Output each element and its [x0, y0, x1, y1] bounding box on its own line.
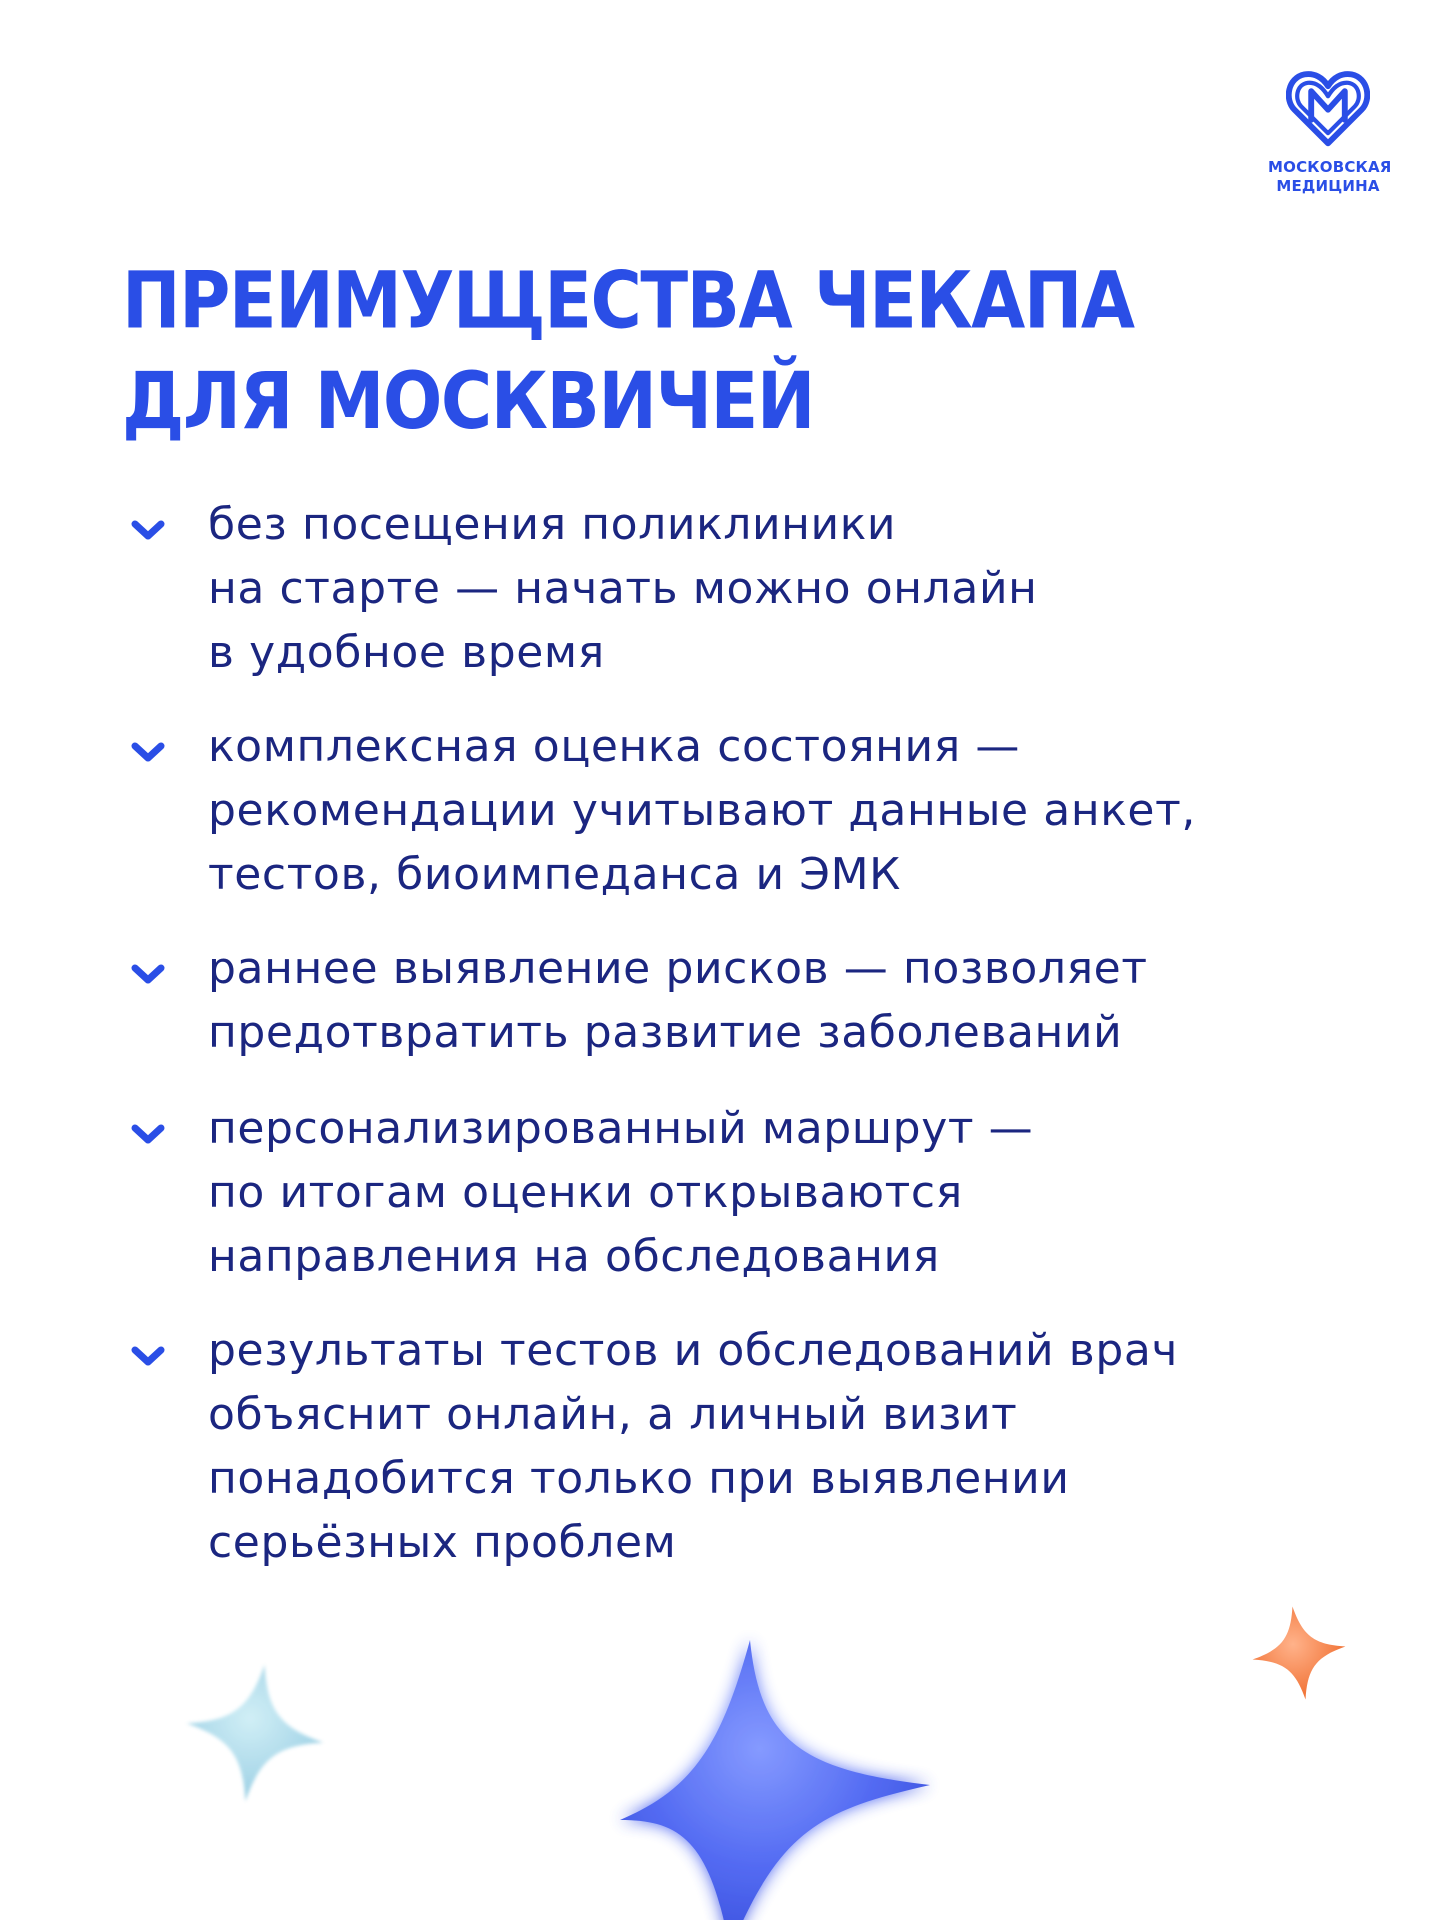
chevron-down-icon: [130, 962, 166, 986]
benefit-line: по итогам оценки открываются: [208, 1167, 963, 1218]
chevron-down-icon: [130, 740, 166, 764]
chevron-down-icon: [130, 1344, 166, 1368]
chevron-down-icon: [130, 1122, 166, 1146]
chevron-down-icon: [130, 518, 166, 542]
benefit-line: без посещения поликлиники: [208, 499, 897, 550]
benefit-line: комплексная оценка состояния —: [208, 721, 1020, 772]
benefit-line: персонализированный маршрут —: [208, 1103, 1034, 1154]
benefit-line: в удобное время: [208, 627, 605, 678]
benefit-line: тестов, биоимпеданса и ЭМК: [208, 849, 902, 900]
page-title: [122, 250, 1222, 452]
moscow-medicine-logo: [1268, 66, 1392, 216]
sparkle-star-blue: [600, 1620, 980, 1920]
benefit-line: результаты тестов и обследований врач: [208, 1325, 1179, 1376]
benefit-line: понадобится только при выявлении: [208, 1453, 1070, 1504]
benefit-text: [208, 1319, 1348, 1575]
logo-line-2: МЕДИЦИНА: [1276, 177, 1380, 195]
logo-line-1: МОСКОВСКАЯ: [1268, 158, 1392, 176]
title-line-1: ПРЕИМУЩЕСТВА ЧЕКАПА: [122, 254, 1134, 347]
benefit-text: [208, 1097, 1348, 1289]
benefit-line: серьёзных проблем: [208, 1517, 677, 1568]
sparkle-star-light-blue: [180, 1658, 330, 1808]
benefit-line: на старте — начать можно онлайн: [208, 563, 1038, 614]
benefit-line: объяснит онлайн, а личный визит: [208, 1389, 1018, 1440]
benefit-line: предотвратить развитие заболеваний: [208, 1007, 1123, 1058]
benefit-line: рекомендации учитывают данные анкет,: [208, 785, 1196, 836]
benefit-text: [208, 715, 1348, 907]
sparkle-star-orange: [1248, 1602, 1350, 1704]
benefit-text: [208, 937, 1348, 1065]
benefit-line: направления на обследования: [208, 1231, 940, 1282]
title-line-2: ДЛЯ МОСКВИЧЕЙ: [122, 355, 814, 448]
benefit-text: [208, 493, 1348, 685]
logo-wordmark: [1268, 158, 1392, 196]
heart-m-icon: [1286, 66, 1370, 150]
benefit-line: раннее выявление рисков — позволяет: [208, 943, 1148, 994]
